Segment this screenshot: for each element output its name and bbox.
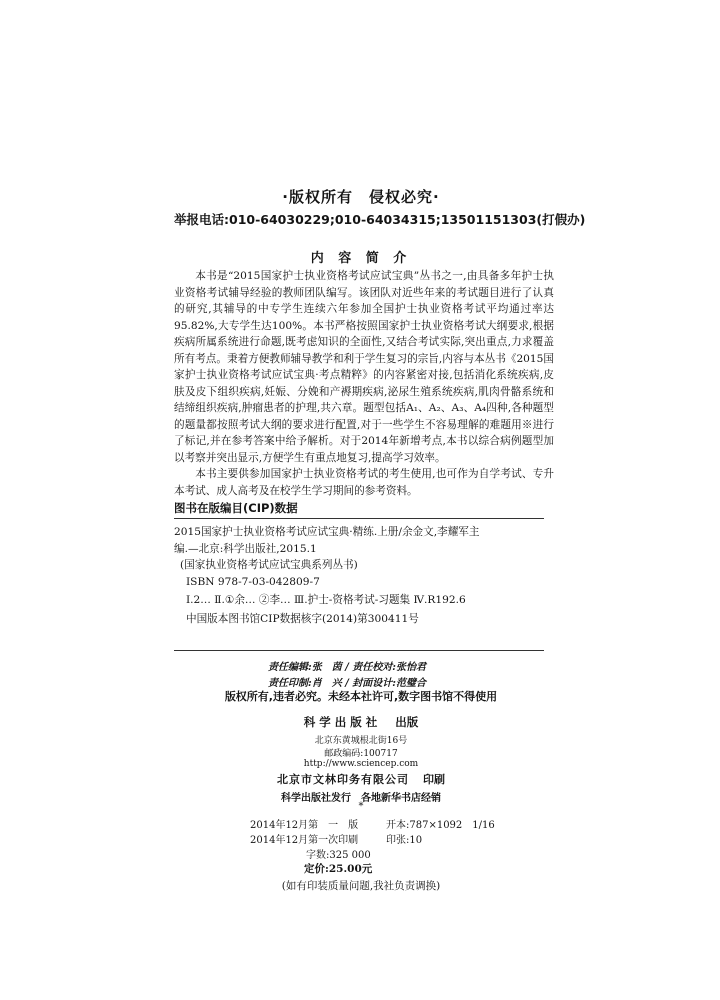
publisher-postcode: 邮政编码:100717	[324, 749, 398, 759]
summary-text	[174, 268, 554, 499]
publisher-address: 北京东黄城根北街16号	[314, 736, 408, 746]
cip-bottom-rule	[174, 650, 544, 651]
cip-line-1: 2015国家护士执业资格考试应试宝典·精练.上册/余金文,李耀军主	[174, 526, 480, 538]
summary-title: 内 容 简 介	[310, 251, 412, 266]
cip-isbn: ISBN 978-7-03-042809-7	[186, 575, 320, 588]
quality-guarantee: (如有印装质量问题,我社负责调换)	[281, 880, 441, 892]
publisher-line	[168, 714, 554, 730]
cip-top-rule	[174, 518, 544, 519]
usage-notice: 版权所有,违者必究。未经本社许可,数字图书馆不得使用	[224, 690, 498, 703]
cip-title: 图书在版编目(CIP)数据	[174, 501, 298, 515]
publisher-name: 科学出版社	[303, 715, 382, 729]
price: 定价:25.00元	[304, 863, 373, 875]
cip-classification: Ⅰ.2… Ⅱ.①余… ②李… Ⅲ.护士-资格考试-习题集 Ⅳ.R192.6	[186, 594, 466, 606]
summary-paragraph-1: 本书是“2015国家护士执业资格考试应试宝典”丛书之一,由具备多年护士执业资格考试辅导经验的教师团队编写。该团队对近些年来的考试题目进行了认真的研究,其辅导的中专学生连续六年参加全国护士执业资格考试平均通过率达95.82%,大专学生达100%。本书严格按照国家护士执业资格考试大纲要求,根据疾病所属系统进行命题,既考虑知识的全面性,又结合考试实际,突出重点,力求覆盖所有考点。秉着方便教师辅导教学和利于学生复习的宗旨,内容与本丛书《2015国家护士执业资格考试应试宝典·考点精粹》的内容紧密对接,包括消化系统疾病,皮肤及皮下组织疾病,妊娠、分娩和产褥期疾病,泌尿生殖系统疾病,肌肉骨骼系统和结缔组织疾病,肿瘤患者的护理,共六章。题型包括A₁、A₂、A₃、A₄四种,各种题型的题量都按照考试大纲的要求进行配置,对于一些学生不容易理解的难题用※进行了标记,并在参考答案中给予解析。对于2014年新增考点,本书以综合病例题型加以考察并突出显示,方便学生有重点地复习,提高学习效率。	[174, 270, 554, 464]
publisher-role: 出版	[395, 715, 419, 729]
book-format: 开本:787×1092 1/16	[386, 820, 495, 831]
editors-line-2: 责任印制:肖 兴 / 封面设计:范璧合	[268, 678, 426, 689]
copyright-title: ·版权所有 侵权必究·	[282, 188, 440, 206]
printer-line	[168, 771, 554, 787]
word-count: 字数:325 000	[306, 850, 371, 861]
cip-record: 中国版本图书馆CIP数据核字(2014)第300411号	[186, 612, 419, 625]
cip-series: (国家执业资格考试应试宝典系列丛书)	[180, 559, 358, 571]
cip-block	[174, 524, 544, 627]
distribution-line: 科学出版社发行 各地新华书店经销	[281, 793, 441, 804]
printed-sheets: 印张:10	[386, 835, 423, 846]
printer-role: 印刷	[423, 773, 445, 786]
separator-star: *	[358, 801, 364, 812]
first-edition: 2014年12月第 一 版	[250, 820, 359, 831]
cip-line-2: 编.—北京:科学出版社,2015.1	[174, 542, 317, 555]
editors-line-1: 责任编辑:张 茵 / 责任校对:张怡君	[268, 662, 426, 673]
publisher-website: http://www.sciencep.com	[303, 759, 419, 769]
first-printing: 2014年12月第一次印刷	[250, 835, 359, 846]
summary-paragraph-2: 本书主要供参加国家护士执业资格考试的考生使用,也可作为自学考试、专升本考试、成人高考及在校学生学习期间的参考资料。	[174, 468, 554, 497]
printer-name: 北京市文林印务有限公司	[277, 773, 409, 786]
report-hotline: 举报电话:010-64030229;010-64034315;13501151303(打假办)	[174, 212, 586, 227]
